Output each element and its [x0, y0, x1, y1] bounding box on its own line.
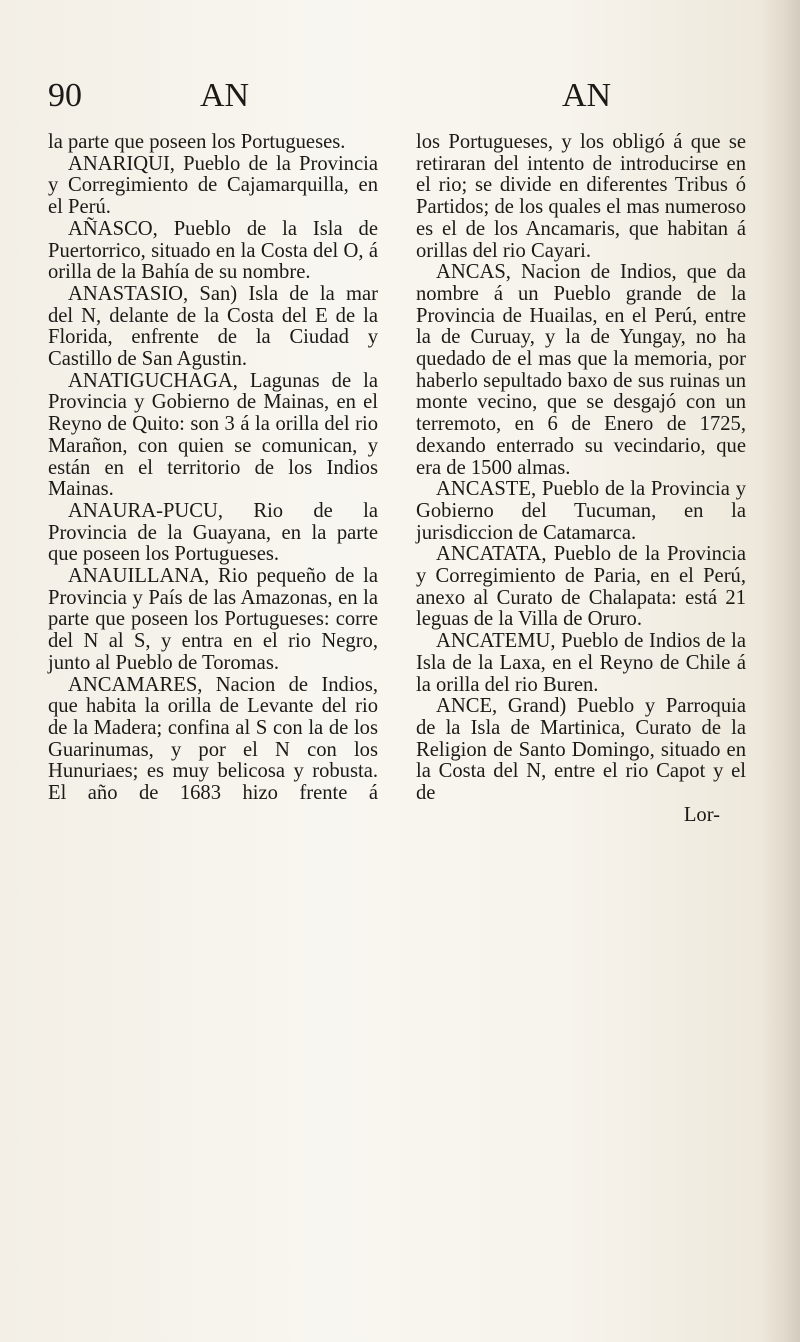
running-head-left: AN [200, 77, 250, 114]
entry-anatiguchaga: ANATIGUCHAGA, Lagunas de la Provincia y Gobierno de Mainas, en el Reyno de Quito: son 3 á la orilla del rio Marañon, con quien se comunican, y están en el territorio de los Indios Mainas. [48, 369, 378, 501]
left-column [48, 132, 378, 805]
entry-anaura-pucu: ANAURA-PUCU, Rio de la Provincia de la Guayana, en la parte que poseen los Portugueses. [48, 499, 378, 566]
continued-paragraph: la parte que poseen los Portugueses. [48, 131, 346, 153]
continued-paragraph: los Portugueses, y los obligó á que se retiraran del intento de introducirse en el rio; se divide en diferentes Tribus ó Partidos; de los quales el mas numeroso es el de los Ancamaris, que habitan á orillas del rio Cayari. [416, 131, 746, 262]
right-column [416, 132, 746, 827]
entry-ancatemu: ANCATEMU, Pueblo de Indios de la Isla de la Laxa, en el Reyno de Chile á la orilla del rio Buren. [416, 630, 746, 696]
entry-anastasio: ANASTASIO, San) Isla de la mar del N, delante de la Costa del E de la Florida, enfrente de la Ciudad y Castillo de San Agustin. [48, 282, 378, 371]
entry-anariqui: ANARIQUI, Pueblo de la Provincia y Corregimiento de Cajamarquilla, en el Perú. [48, 152, 378, 219]
catchword: Lor- [683, 803, 720, 826]
entry-ancas: ANCAS, Nacion de Indios, que da nombre á un Pueblo grande de la Provincia de Huailas, en el Perú, entre la de Curuay, y la de Yungay, no ha quedado de el mas que la memoria, por haberlo sepultado baxo de sus ruinas un monte vecino, que se desgajó con un terremoto, en 6 de Enero de 1725, dexando enterrado su vecindario, que era de 1500 almas. [416, 261, 746, 479]
entry-ancatata: ANCATATA, Pueblo de la Provincia y Corregimiento de Paria, en el Perú, anexo al Curato de Chalapata: está 21 leguas de la Villa de Oruro. [416, 543, 746, 631]
page-edge-shadow [760, 0, 800, 1342]
entry-anasco: AÑASCO, Pueblo de la Isla de Puertorrico, situado en la Costa del O, á orilla de la Bahía de su nombre. [48, 217, 378, 284]
entry-anauillana: ANAUILLANA, Rio pequeño de la Provincia y País de las Amazonas, en la parte que poseen los Portugueses: corre del N al S, y entra en el rio Negro, junto al Pueblo de Toromas. [48, 565, 378, 674]
page-number: 90 [48, 77, 82, 114]
entry-ancaste: ANCASTE, Pueblo de la Provincia y Gobierno del Tucuman, en la jurisdiccion de Catamarca. [416, 478, 746, 544]
entry-ancamares: ANCAMARES, Nacion de Indios, que habita la orilla de Levante del rio de la Madera; confina al S con la de los Guarinumas, y por el N con los Hunuriaes; es muy belicosa y robusta. El año de 1683 hizo frente á [48, 673, 378, 805]
entry-ance: ANCE, Grand) Pueblo y Parroquia de la Isla de Martinica, Curato de la Religion de Santo Domingo, situado en la Costa del N, entre el rio Capot y el de [416, 695, 746, 805]
running-head-right: AN [562, 77, 612, 114]
